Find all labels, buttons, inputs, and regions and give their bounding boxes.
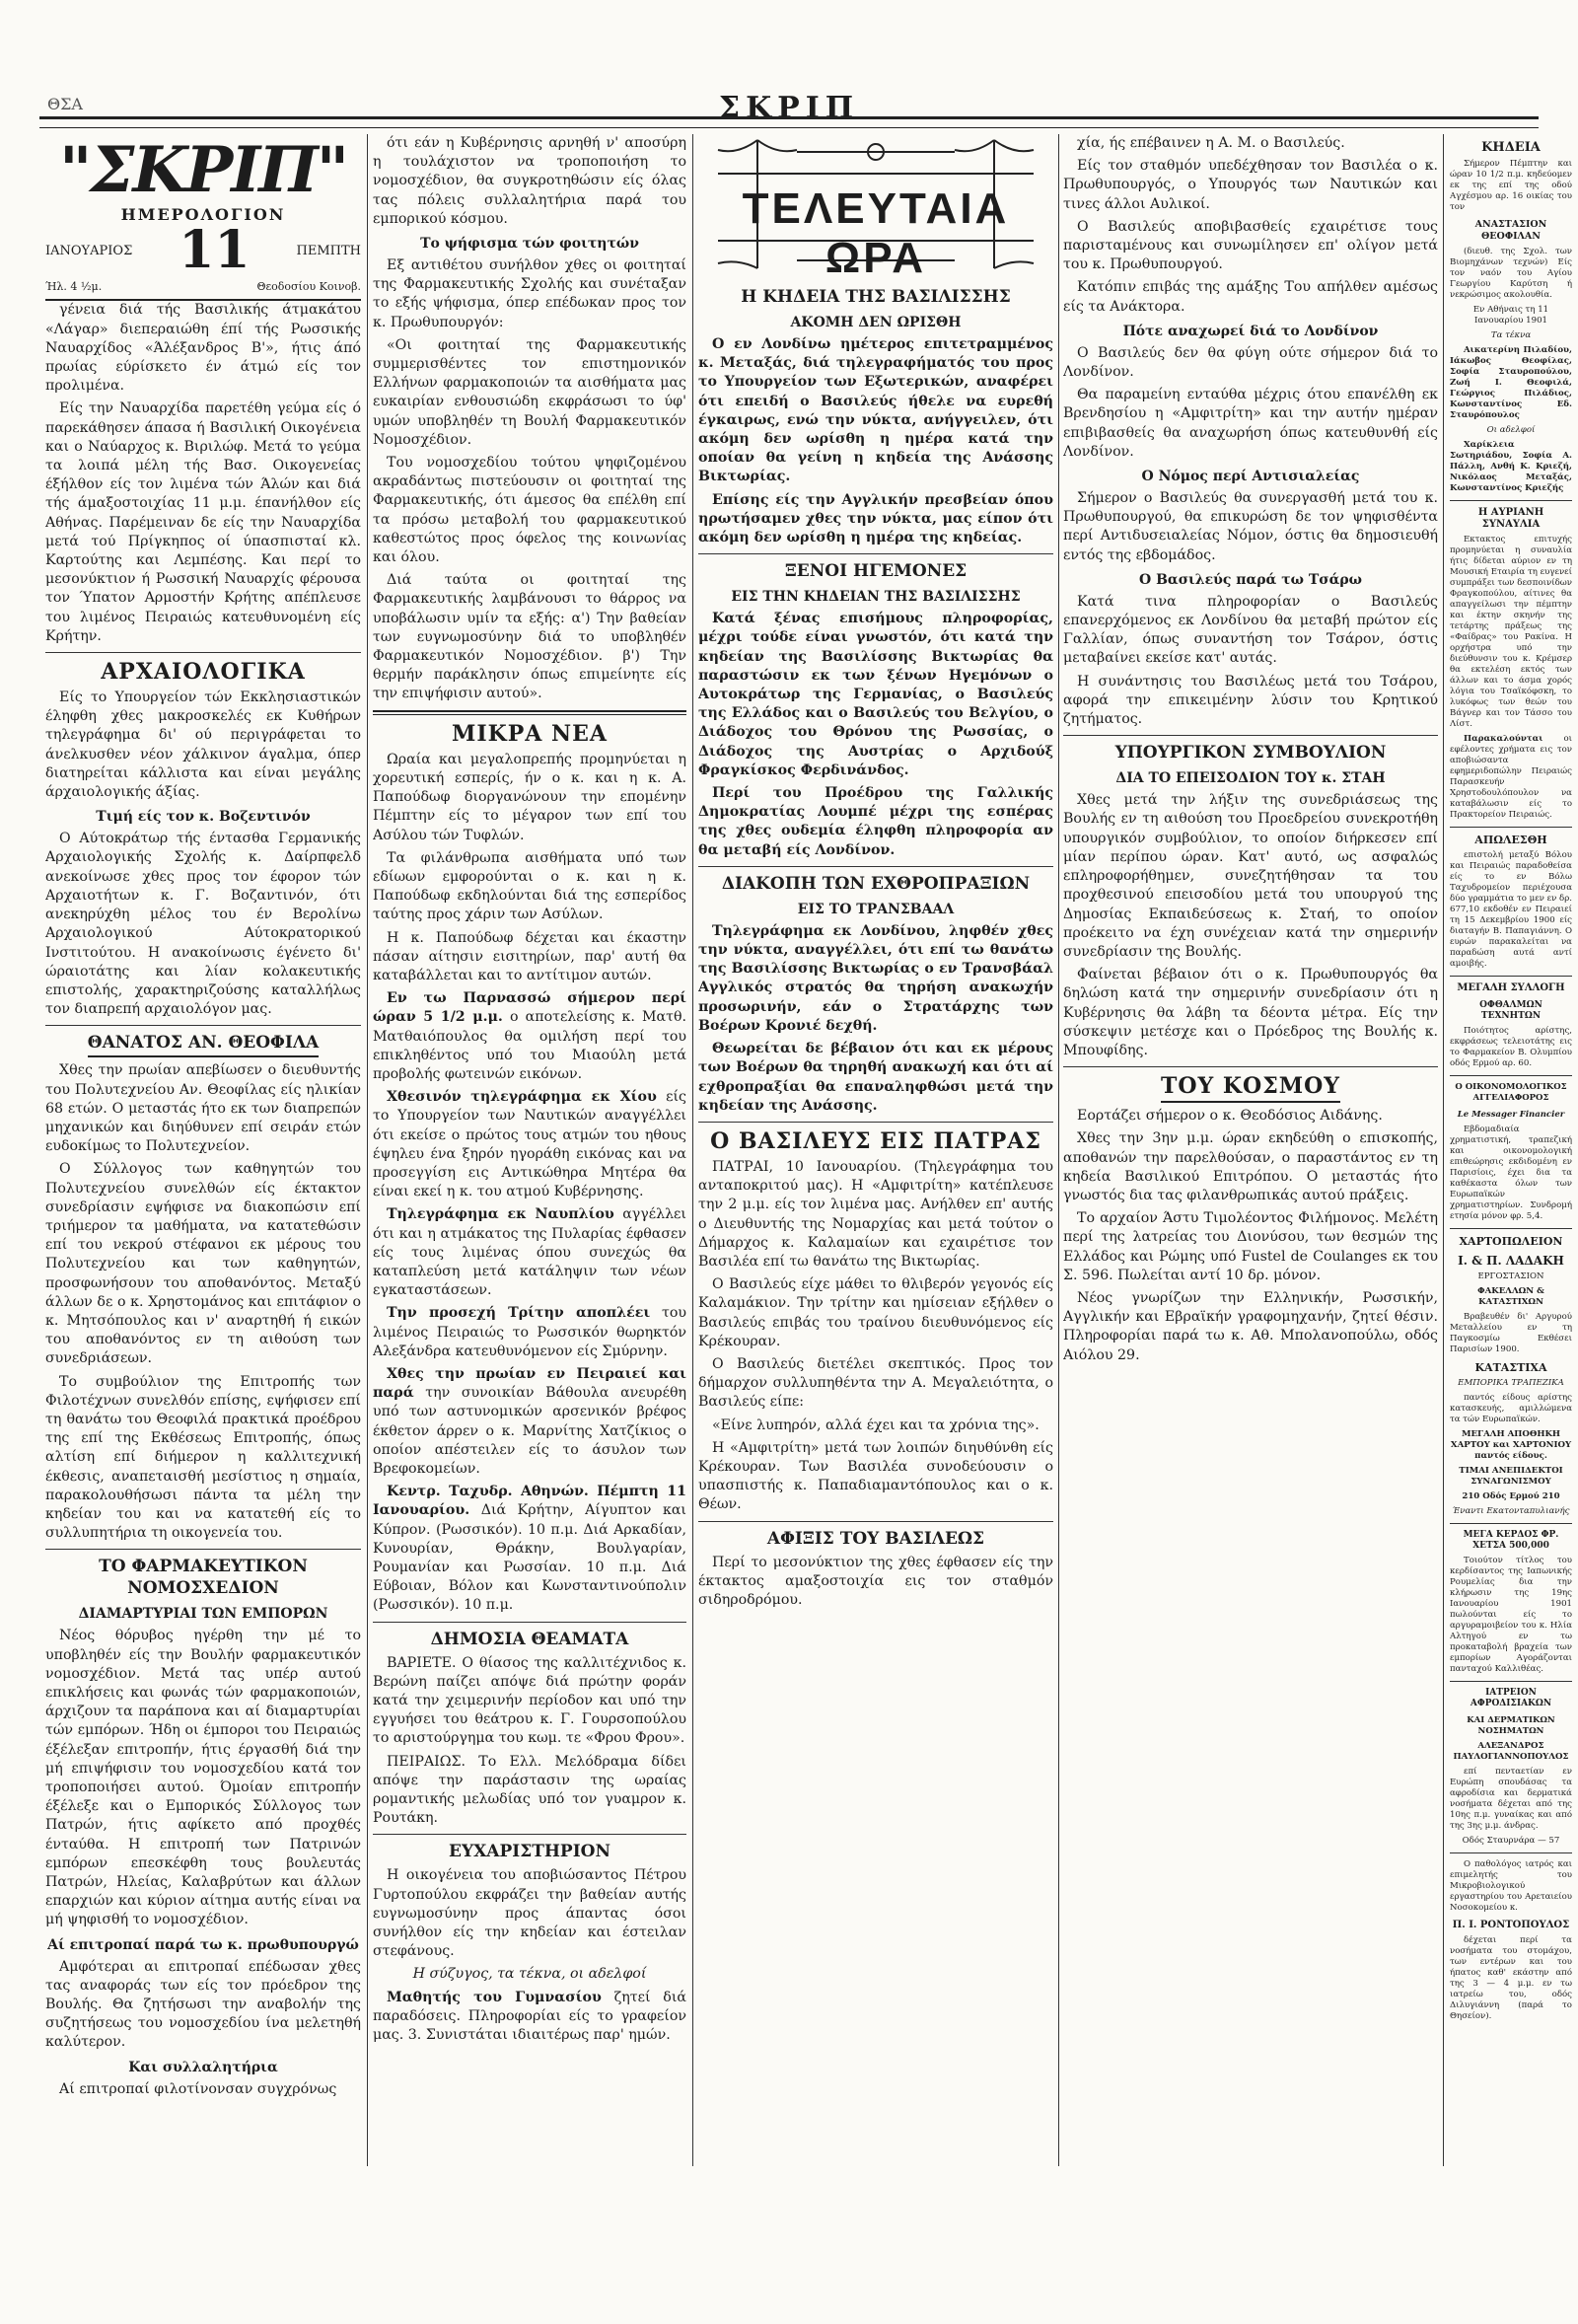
subheading-council: ΔΙΑ ΤΟ ΕΠΕΙΣΟΔΙΟΝ ΤΟΥ κ. ΣΤΑΗ (1115, 770, 1386, 787)
article-paragraph: Ο Βασιλεύς διετέλει σκεπτικός. Προς τον δήμαρχον συλλυπηθέντα την Α. Μεγαλειότητα, ο Βασιλεύς είπε: (698, 1355, 1053, 1411)
ad-text: ΦΑΚΕΛΛΩΝ & ΚΑΤΑΣΤΙΧΩΝ (1477, 1286, 1544, 1307)
calendar-month: ΙΑΝΟΥΑΡΙΟΣ (45, 243, 133, 258)
article-paragraph: Χθες την πρωίαν απεβίωσεν ο διευθυντής του Πολυτεχνείου Αν. Θεοφίλας είς ηλικίαν 68 ετών. Ο μεταστάς ήτο εκ των διαπρεπών μηχανικών και διηύθυνεν επί σειράν ετών ευδοκίμως το Πολυτεχνείον. (45, 1062, 361, 1155)
ad-heading-clinic: ΙΑΤΡΕΙΟΝ ΑΦΡΟΔΙΣΙΑΚΩΝ (1470, 1688, 1552, 1708)
ad-text: Έναντι Εκατονταπυλιανής (1452, 1506, 1570, 1516)
section-heading-theatre: ΔΗΜΟΣΙΑ ΘΕΑΜΑΤΑ (430, 1629, 629, 1649)
article-paragraph: ΠΕΙΡΑΙΩΣ. Το Ελλ. Μελόδραμα δίδει απόψε την παράστασιν της ωραίας ρομαντικής μελωδίας υπό τον γυαμρον κ. Ρουτάκη. (373, 1753, 686, 1827)
section-heading-world (1063, 1073, 1438, 1103)
divider (45, 1549, 361, 1550)
death-heading-text: ΘΑΝΑΤΟΣ ΑΝ. ΘΕΟΦΙΛΑ (88, 1032, 319, 1057)
ad-heading-concert: Η ΑΥΡΙΑΝΗ ΣΥΝΑΥΛΙΑ (1477, 507, 1544, 530)
ad-brand-paper: Ι. & Π. ΛΑΔΑΚΗ (1458, 1254, 1564, 1268)
ads-column (1450, 134, 1572, 2166)
news-item-title: Τηλεγράφημα εκ Ναυπλίου (387, 1206, 614, 1223)
ad-text: επιστολή μεταξύ Βόλου και Πειραιώς παραδοθείσα είς το εν Βόλω Ταχυδρομείον περιέχουσα δύο γραμμάτια το μεν εν δρ. 677,10 εκδοθέν εν Πειραιεί τη 15 Δεκεμβρίου 1900 είς διαταγήν Β. Παπαγιάννη. Ο ευρών παρακαλείται να παραδώση αυτά αντί αμοιβής. (1450, 850, 1572, 969)
divider (698, 866, 1053, 867)
article-paragraph: Το αρχαίον Άστυ Τιμολέοντος Φιλήμονος. Μελέτη περί της λατρείας του Διονύσου, των θεσμών της Ελλάδος και Ρώμης υπό Fustel de Coulanges εκ του Σ. 596. Πωλείται αντί 10 δρ. μόνον. (1063, 1210, 1438, 1283)
news-item (373, 1483, 686, 1615)
section-heading-council: ΥΠΟΥΡΓΙΚΟΝ ΣΥΜΒΟΥΛΙΟΝ (1114, 743, 1387, 763)
ad-text: Σήμερον Πέμπτην και ώραν 10 1/2 π.μ. κηδεύομεν εκ της επί της οδού Αγχέσμου αρ. 16 οικίας του τον (1450, 159, 1572, 212)
article-paragraph: Αμφότεραι αι επιτροπαί επέδωσαν χθες τας αναφοράς των είς τον πρόεδρον της Βουλής. Θα ζητήσωσι την αναβολήν της συζητήσεως του νομοσχεδίου ίνα μελετηθή καλύτερον. (45, 1958, 361, 2051)
section-heading-funeral: Η ΚΗΔΕΙΑ ΤΗΣ ΒΑΣΙΛΙΣΣΗΣ (741, 287, 1011, 307)
column-rule (1058, 134, 1059, 2166)
ad-item-text: οι εφέλοντες χρήματα εις τον αποβιώσαντα εφημεριδοπώλην Πειραιώς Παρασκευήν Χρηστοδουλόπουλον να καταβάλωσιν είς το Πρακτορείον Πειραιώς. (1450, 734, 1572, 820)
article-paragraph: Ωραία και μεγαλοπρεπής προμηνύεται η χορευτική εσπερίς, ήν ο κ. και η κ. Α. Παπούδωφ διοργανώνουν την επομένην Πέμπτην είς το μέγαρον των επί του Ασύλου τών Τυφλών. (373, 751, 686, 843)
ad-text: Ποιότητος αρίστης, εκφράσεως τελειοτάτης εις το Φαρμακείον Β. Ολυμπίου οδός Ερμού αρ. 60. (1450, 1026, 1572, 1068)
calendar-subline (45, 277, 361, 301)
last-hour-banner (698, 134, 1053, 282)
column-4 (1063, 134, 1438, 2166)
subheading-depart: Πότε αναχωρεί διά το Λονδίνον (1122, 323, 1379, 339)
section-heading-death (45, 1032, 361, 1057)
column-3 (698, 134, 1053, 2166)
newspaper-logo: "ΣΚΡΙΠ" (58, 134, 348, 207)
ad-heading-agency: Ο ΟΙΚΟΝΟΜΟΛΟΓΙΚΟΣ ΑΓΓΕΛΙΑΦΟΡΟΣ (1455, 1082, 1567, 1103)
article-paragraph: Κατά τινα πληροφορίαν ο Βασιλεύς επανερχόμενος εκ Λονδίνου θα μεταβή πρώτον είς Γαλλίαν, όπως συναντήση τον Τσάρον, όστις μεταβαίνει εκείσε κατ' αυτάς. (1063, 593, 1438, 667)
ad-text: Ο παθολόγος ιατρός και επιμελητής του Μικροβιολογικού εργαστηρίου του Αρεταιείου Νοσοκομείου κ. (1450, 1859, 1572, 1913)
news-item-text: αγγέλλει ότι και η ατμάκατος της Πυλαρίας έφθασεν είς τους λιμένας όπου συνεχώς θα καταπλεύση μετά κατάληψιν των νέων εγκαταστάσεων. (373, 1206, 686, 1299)
running-title: ΣΚΡΙΠ (718, 91, 860, 125)
divider (698, 1122, 1053, 1123)
ad-text: 210 Οδός Ερμού 210 (1462, 1491, 1560, 1501)
article-paragraph: Η οικογένεια του αποβιώσαντος Πέτρου Γυρτοπούλου εκφράζει την βαθείαν αυτής ευγνωμοσύνην προς άπαντας όσοι συνήλθον είς την κηδείαν και έστειλαν στεφάνους. (373, 1867, 686, 1960)
calendar-day: 11 (179, 220, 251, 281)
subheading-vote: Το ψήφισμα τών φοιτητών (420, 236, 639, 253)
ad-item (1450, 734, 1572, 821)
ad-heading-lost: ΑΠΩΛΕΣΘΗ (1474, 834, 1547, 846)
article-paragraph: Η κ. Παπούδωφ δέχεται και έκαστην πάσαν αίτησιν εισιτηρίων, παρ' αυτή θα καταβάλλεται και το αντίτιμον αυτών. (373, 929, 686, 983)
section-heading-news: ΜΙΚΡΑ ΝΕΑ (452, 720, 608, 747)
news-item (373, 1088, 686, 1201)
header-rule (39, 116, 1539, 128)
divider (1450, 976, 1572, 977)
section-heading-arrival: ΑΦΙΞΙΣ ΤΟΥ ΒΑΣΙΛΕΩΣ (766, 1528, 985, 1549)
ad-doctor-name: Π. Ι. ΡΟΝΤΟΠΟΥΛΟΣ (1452, 1920, 1570, 1930)
section-heading-archaeology: ΑΡΧΑΙΟΛΟΓΙΚΑ (101, 659, 306, 686)
news-item (373, 989, 686, 1084)
ad-text: ΜΕΓΑΛΗ ΑΠΟΘΗΚΗ ΧΑΡΤΟΥ και ΧΑΡΤΟΝΙΟΥ παντός είδους. (1450, 1429, 1572, 1461)
ad-text: Οδός Σταυρνάρα — 57 (1462, 1836, 1560, 1846)
ad-text: Χαρίκλεια Σωτηριάδου, Σοφία Α. Πάλλη, Ανθή Κ. Κριεζή, Νικόλαος Μεταξάς, Κωνσταντίνος Κριεζής (1450, 440, 1572, 493)
subheading-meeting: Και συλλαλητήρια (128, 2059, 278, 2075)
subheading-funeral: ΑΚΟΜΗ ΔΕΝ ΩΡΙΣΘΗ (790, 315, 962, 330)
divider (1063, 1066, 1438, 1067)
ad-heading-ledgers: ΚΑΤΑΣΤΙΧΑ (1474, 1361, 1547, 1374)
article-paragraph: γένεια διά τής Βασιλικής άτμακάτου «Λάγαρ» διεπεραιώθη έπί τής Ρωσσικής Ναυαρχίδος «Άλέξανδρος Β'», ήτις άπό πρωίας εύρίσκετο έν άτμώ είς τον προλιμένα. (45, 302, 361, 395)
divider (1450, 500, 1572, 501)
divider (373, 1622, 686, 1623)
article-paragraph: Τηλεγράφημα εκ Λονδίνου, ληφθέν χθες την νύκτα, αναγγέλλει, ότι επί τω θανάτω της Βασιλίσσης Βικτωρίας ο εν Τρανσβάαλ Αγγλικός στρατός θα τηρήση ανακωχήν προσωρινήν, εάν ο Στρατάρχης των Βοέρων Κρονιέ δεχθή. (698, 922, 1053, 1034)
ad-text: ΤΙΜΑΙ ΑΝΕΠΙΔΕΚΤΟΙ ΣΥΝΑΓΩΝΙΣΜΟΥ (1459, 1466, 1563, 1487)
ad-heading-exhibition: ΜΕΓΑΛΗ ΣΥΛΛΟΓΗ (1457, 982, 1565, 993)
calendar-row (45, 220, 361, 281)
article-paragraph: «Οι φοιτηταί της Φαρμακευτικής συμμερισθέντες τον επιστημονικόν Ελλήνων φαρμακοποιών τα αισθήματα μας ευκαιρίαν ενθουσιώδη εκφράσωσι το ύφ' υμών υποβληθέν τη Βουλή Φαρμακευτικόν Νομοσχέδιον. (373, 336, 686, 448)
calendar-title: ΗΜΕΡΟΛΟΓΙΟΝ (120, 205, 286, 224)
news-item-title: Την προσεχή Τρίτην απoπλέει (387, 1305, 651, 1322)
ad-text: Εν Αθήναις τη 11 Ιανουαρίου 1901 (1472, 305, 1549, 326)
calendar-weekday: ΠΕΜΠΤΗ (296, 243, 361, 258)
news-item (373, 1989, 686, 2046)
ad-text: Τοιούτον τίτλος του κερδίσαντος της Ιαπωνικής Ρουμελίας δια την κλήρωσιν της 19ης Ιανουαρίου 1901 πωλούνται είς το αργυραμοιβείον του κ. Ηλία Αλτηγού εν τω προκαταβολή βραχεία των εμπορίων Αγοράζονται πανταχού Καλλιθέας. (1450, 1556, 1572, 1674)
section-heading-princes: ΞΕΝΟΙ ΗΓΕΜΟΝΕΣ (784, 561, 968, 582)
ad-text: παντός είδους αρίστης κατασκευής, αμιλλώμενα τα τών Ευρωπαϊκών. (1450, 1393, 1572, 1424)
divider (698, 553, 1053, 554)
article-paragraph: Αί επιτροπαί φιλοτίνονσαν συγχρόνως (59, 2080, 337, 2097)
column-2 (373, 134, 686, 2166)
article-paragraph: Η «Αμφιτρίτη» μετά των λοιπών διηυθύνθη είς Κρέκουραν. Των Βασιλέα συνοδεύουσιν ο υπασπιστής κ. Παπαδιαμαντόπουλος και ο κ. Θέων. (698, 1439, 1053, 1513)
divider (1063, 735, 1438, 736)
article-paragraph: Είς τον σταθμόν υπεδέχθησαν τον Βασιλέα ο κ. Πρωθυπουργός, ο Υπουργός των Ναυτικών και τινες άλλοι Αυλικοί. (1063, 158, 1438, 212)
ad-text: Εβδομαδιαία χρηματιστική, τραπεζική και οικονομολογική επιθεώρησις εκδιδομένη εν Παρισίοις, έχει δια τα καθέκαστα όλων των Ευρωπαϊκών χρηματιστηρίων. Συνδρομή ετησία μόνον φρ. 5,4. (1450, 1125, 1572, 1221)
subheading-law: Ο Νόμος περί Αντισιαλείας (1141, 469, 1360, 485)
article-paragraph: Η συνάντησις του Βασιλέως μετά του Τσάρου, αφορά την επικειμένην λύσιν του Κρητικού ζητήματος. (1063, 673, 1438, 728)
section-heading-cable: ΔΙΑΚΟΠΗ ΤΩΝ ΕΧΘΡΟΠΡΑΞΙΩΝ (721, 873, 1031, 894)
ad-subheading-agency: Le Messager Financier (1457, 1110, 1565, 1120)
article-paragraph: Ο Βασιλεύς δεν θα φύγη ούτε σήμερον διά το Λονδίνον. (1063, 344, 1438, 381)
article-paragraph: Επίσης είς την Αγγλικήν πρεσβείαν όπου ηρωτήσαμεν χθες την νύκτα, μας είπον ότι ακόμη δεν ωρίσθη η ημέρα της κηδείας. (698, 491, 1053, 546)
news-item-title: Κεντρ. Ταχυδρ. Αθηνών. Πέμπτη 11 Ιανουαρίου. (373, 1484, 686, 1519)
article-paragraph: Το συμβούλιον της Επιτροπής των Φιλοτέχνων συνελθόν επίσης, εψήφισεν επί τη θανάτω του Θεοφιλά πρακτικά προέδρου της επί της Εκθέσεως Επιτροπής, όπως αλτίση επί διήμερον η καλλιτεχνική έκθεσις, αναπεταισθή μεσίστιος η σημαία, παρακολουθήσωσι πάντα τα μέλη την κηδείαν του και να κατατεθή είς το συλλυπητήρια τη οικογενεία του. (45, 1373, 361, 1542)
corner-mark: ΘΣΑ (47, 95, 83, 113)
calendar-sunrise: Ήλ. 4 ½μ. (45, 280, 103, 294)
article-paragraph: Είς το Υπουργείον τών Εκκλησιαστικών έληφθη χθες μακροσκελές εκ Κυθήρων τηλεγράφημα δι' ού περιγράφεται το άνελκυσθεν νέον χάλκινον άγαλμα, όπερ διατηρείται κάλλιστα και είναι μεγάλης άρχαιολογικής άξίας. (45, 690, 361, 801)
column-rule (1443, 134, 1444, 2166)
divider (1450, 1523, 1572, 1524)
article-paragraph: Περί το μεσονύκτιον της χθες έφθασεν είς την έκτακτος αμαξοστοιχία εις τον σταθμόν σιδηροδρόμου. (698, 1554, 1053, 1608)
article-paragraph: Περί του Προέδρου της Γαλλικής Δημοκρατίας Λουμπέ μέχρι της εσπέρας της χθες ουδεμία έληφθη πληροφορία αν θα μεταβή είς Λονδίνον. (698, 785, 1053, 858)
ad-heading-funeral: ΚΗΔΕΙΑ (1481, 140, 1541, 155)
article-paragraph: Ο εν Λονδίνω ημέτερος επιτετραμμένος κ. Μεταξάς, διά τηλεγραφήματός του προς το Υπουργείον των Εξωτερικών, αναφέρει ότι επειδή ο Βασιλεύς ήθελε να ευρεθή έγκαιρως, ενώ την νύκτα, ανήγγειλεν, ότι ακόμη δεν ωρίσθη η ημέρα κατά την οποίαν θα γείνη η κηδεία της Ανάσσης Βικτωρίας. (698, 336, 1053, 485)
article-paragraph: Θεωρείται δε βέβαιον ότι και εκ μέρους των Βοέρων θα τηρηθή ανακωχή και ότι αί εχθροπραξίαι θα επαναληφθώσι μετά την κηδείαν της Ανάσσης. (698, 1041, 1053, 1114)
divider (373, 1834, 686, 1835)
article-paragraph: Ο Αύτοκράτωρ τής έντασθα Γερμανικής Αρχαιολογικής Σχολής κ. Δαίρπφελδ ανεκοίνωσε χθες προς τον έφορον τών Αρχαιοτήτων κ. Γ. Βοζαντινόν, ότι ανεκηρύχθη μέλος του έν Βερολίνω Αρχαιολογικού Αύτοκρατορικού Ινστιτούτου. Η ανακοίνωσις έγένετο δι' ώραιοτάτης και λίαν κολακευτικής επιστολής, χαρακτηριζούσης καταλλήλως τον διαπρεπή αρχαιολόγον μας. (45, 831, 361, 1018)
section-heading-thanks: ΕΥΧΑΡΙΣΤΗΡΙΟΝ (448, 1842, 611, 1862)
ad-text: ΕΡΓΟΣΤΑΣΙΟΝ (1477, 1271, 1544, 1281)
news-item-text: είς το Υπουργείον των Ναυτικών αναγγέλλει ότι εκείσε ο πρώτος τους ατμών του ηθους έψηλευ ένα ξηρόν ηγοράθη εικόνας και να προσεγγίση εις Αντικώθηρα Μητέρα θα είναι εκεί η κ. του ατμού Κυβέρνησης. (373, 1089, 686, 1200)
article-paragraph: Κατά ξένας επισήμους πληροφορίας, μέχρι τούδε είναι γνωστόν, ότι κατά την κηδείαν της Βασιλίσσης Βικτωρίας θα παραστώσιν εκ των ξένων Ηγεμόνων ο Αυτοκράτωρ της Γερμανίας, ο Βασιλεύς της Ελλάδος και ο Βασιλεύς του Βελγίου, ο Διάδοχος του Θρόνου της Ρωσσίας, ο Διάδοχος της Αυστρίας ο Αρχιδούξ Φραγκίσκος Φερδινάνδος. (698, 611, 1053, 778)
ad-subheading-exhibition: ΟΦΘΑΛΜΩΝ ΤΕΧΝΗΤΩΝ (1479, 1000, 1542, 1021)
ad-heading-paper: ΧΑΡΤΟΠΩΛΕΙΟΝ (1459, 1235, 1563, 1248)
article-paragraph: Φαίνεται βέβαιον ότι ο κ. Πρωθυπουργός θα δηλώση κατά την σημερινήν συνεδρίασιν ότι η Κυβέρνησις θα λάβη τα δέοντα μέτρα. Είς την σύσκεψιν μετέσχε και ο Πρόεδρος της Βουλής κ. Μπουφίδης. (1063, 967, 1438, 1058)
divider (1450, 1075, 1572, 1076)
ad-text: ΕΜΠΟΡΙΚΑ ΤΡΑΠΕΖΙΚΑ (1458, 1378, 1564, 1388)
banner-title: ΤΕΛΕΥΤΑΙΑ ΩΡΑ (742, 184, 1010, 282)
news-item-text: του λιμένος Πειραιώς το Ρωσσικόν θωρηκτόν Αλεξάνδρα κατευθυνόμενον είς Σμύρνην. (373, 1305, 686, 1359)
article-paragraph: Χθες την 3ην μ.μ. ώραν εκηδεύθη ο επισκοπής, αποθανών την παρελθούσαν, ο παραστάντος εν τη κηδεία Βασιλικού Επιτρόπου. Ο μεταστάς ήτο γνωστός δια τας φιλανθρωπικάς αυτού πράξεις. (1063, 1130, 1438, 1203)
column-rule (367, 134, 368, 2166)
ad-text: Βραβευθέν δι' Αργυρού Μεταλλείου εν τη Παγκοσμίω Εκθέσει Παρισίων 1900. (1450, 1312, 1572, 1354)
calendar-feast: Θεοδοσίου Κοινοβ. (256, 280, 361, 294)
divider (1450, 1228, 1572, 1229)
news-item-title: Εν τω Παρνασσώ σήμερον περί ώραν 5 1/2 μ.μ. (373, 990, 686, 1026)
ad-subheading-clinic: ΚΑΙ ΔΕΡΜΑΤΙΚΩΝ ΝΟΣΗΜΑΤΩΝ (1467, 1715, 1555, 1736)
ad-text: ΑΛΕΞΑΝΔΡΟΣ ΠΑΥΛΟΓΙΑΝΝΟΠΟΥΛΟΣ (1453, 1741, 1569, 1762)
article-paragraph: ΒΑΡΙΕΤΕ. Ο θίασος της καλλιτέχνιδος κ. Βερώνη παίζει απόψε διά πρώτην φοράν κατά την χειμερινήν περίοδον και υπό την εγγυήσει του θεάτρου κ. Γ. Γουρσοπούλου το αριστούργημα του κωμ. τε «Φρου Φρου». (373, 1654, 686, 1747)
ad-text: Αικατερίνη Πιλαδίου, Ιάκωβος Θεοφίλας, Σοφία Σταυροπούλου, Ζωή Ι. Θεοφιλά, Γεώργιος Πιλάδιος, Κωνσταντίνος Εδ. Σταυρόπουλος (1450, 345, 1572, 420)
news-item-text: ζητεί διά παραδόσεις. Πληροφορίαι είς το γραφείον μας. 3. Συνιστάται ιδιαιτέρως παρ' ημών. (373, 1989, 686, 2044)
article-paragraph: Νέος θόρυβος ηγέρθη την μέ το υποβληθέν είς την Βουλήν φαρμακευτικόν νομοσχέδιον. Μετά τας υπέρ αυτού επικλήσεις και φωνάς τών φαρμακοποιών, άρχιζουν τα παράπονα και αί διαμαρτυρίαι τών εμπόρων. Ήδη οι έμποροι του Πειραιώς έξέλεξαν επιτροπήν, ήτις έργασθή διά την μή επιψήφισιν του νομοσχεδίου κατά τον τροποποιήσει αυτού. Όμοίαν επιτροπήν έξέλεξε και ο Εμπορικός Σύλλογος των Πατρών, ήτις αφίκετο από προχθές ένταύθα. Η επιτροπή των Πατρινών εμπόρων επεσκέφθη τους βουλευτάς Πατρών, Ηλείας, Καλαβρύτων και άλλων επαρχιών και κύριον αίτημα αυτής είναι να μή ψηφισθή το νομοσχέδιον. (45, 1628, 361, 1928)
article-paragraph: Ο Σύλλογος των καθηγητών του Πολυτεχνείου συνελθών είς έκτακτον συνεδρίασιν εψήφισε να διακοπώσιν επί τριήμερον τα μαθήματα, να κατατεθώσιν επί του νεκρού στέφανοι εκ μέρους του Πολυτεχνείου και των καθηγητών, προσφωνήσουν του αποθανόντος. Μεταξύ άλλων δε ο κ. Χρηστομάνος και επιτάφιον ο κ. Μητσόπουλος και ν' αναρτηθή ή εικών του αποθανόντος εν τη αιθούση των συνεδριάσεων. (45, 1161, 361, 1367)
divider (373, 710, 686, 715)
column-1 (45, 134, 361, 2166)
subheading-pharma: ΔΙΑΜΑΡΤΥΡΙΑΙ ΤΩΝ ΕΜΠΟΡΩΝ (78, 1606, 328, 1623)
subheading-tsar: Ο Βασιλεύς παρά τω Τσάρω (1139, 571, 1362, 588)
article-paragraph: Νέος γνωρίζων την Ελληνικήν, Ρωσσικήν, Αγγλικήν και Εβραϊκήν γραφομηχανήν, ζητεί θέσιν. Πληροφορίαι παρά τω κ. Αθ. Μπολανοπούλω, οδός Αιόλου 29. (1063, 1289, 1438, 1363)
news-item (373, 1304, 686, 1361)
divider (45, 652, 361, 653)
ad-label: Οι αδελφοί (1486, 425, 1536, 435)
article-paragraph: Τα φιλάνθρωπα αισθήματα υπό των εδίωων εμφορούνται ο κ. και η κ. Παπούδωφ εκδηλούνται διά της εσπερίδος ταύτης προς χάριν των Ασύλων. (373, 849, 686, 923)
article-paragraph: Εορτάζει σήμερον ο κ. Θεοδόσιος Αιδάνης. (1077, 1108, 1383, 1125)
world-heading-text: ΤΟΥ ΚΟΣΜΟΥ (1161, 1073, 1340, 1103)
subheading-honor: Τιμή είς τον κ. Βοζεντινόν (96, 809, 311, 826)
ad-label: Τα τέκνα (1490, 330, 1532, 340)
divider (45, 1025, 361, 1026)
divider (1450, 827, 1572, 828)
signature-line: Η σύζυγος, τα τέκνα, οι αδελφοί (412, 1966, 647, 1983)
article-paragraph: ΠΑΤΡΑΙ, 10 Ιανουαρίου. (Τηλεγράφημα του ανταποκριτού μας). Η «Αμφιτρίτη» κατέπλευσε την 2 μ.μ. είς τον λιμένα μας. Ανήλθεν επ' αυτής ο Διευθυντής της Νομαρχίας και μετά τούτον ο Δήμαρχος κ. Καλαμαίων και εχαιρέτισε τον Βασιλέα επί τω θανάτω της Βικτωρίας. (698, 1158, 1053, 1270)
news-item-text: Διά Κρήτην, Αίγυπτον και Κύπρον. (Ρωσσικόν). 10 π.μ. Διά Αρκαδίαν, Κυνουρίαν, Θράκην, Βουλγαρίαν, Ρουμανίαν και Ρωσσίαν. 10 π.μ. Διά Εύβοιαν, Βόλον και Κωνσταντινούπολιν (Ρωσσικόν). 10 π.μ. (373, 1502, 686, 1614)
section-heading-pharma: ΤΟ ΦΑΡΜΑΚΕΥΤΙΚΟΝ ΝΟΜΟΣΧΕΔΙΟΝ (99, 1557, 308, 1599)
column-rule (692, 134, 693, 2166)
ad-item-title: Παρακαλούνται (1464, 734, 1543, 744)
divider (1450, 1852, 1572, 1853)
article-paragraph: Ο Βασιλεύς είχε μάθει το θλιβερόν γεγονός είς Καλαμάκιον. Την τρίτην και ημίσειαν εξήλθεν ο Βασιλεύς επιβάς του τραίνου διευθυνόμενος είς Κρέκουραν. (698, 1276, 1053, 1349)
divider (698, 1521, 1053, 1522)
subheading-cable: ΕΙΣ ΤΟ ΤΡΑΝΣΒΑΑΛ (797, 901, 955, 917)
news-item (373, 1365, 686, 1479)
ad-deceased: ΑΝΑΣΤΑΣΙΟΝ ΘΕΟΦΙΛΑΝ (1474, 219, 1547, 242)
news-item-text: την συνοικίαν Βάθουλα ανευρέθη υπό των αστυνομικών αρσενικόν βρέφος έκθετον άρρεν ο κ. Μαρνίτης Χατζίκιος ο οποίον απέστειλεν είς το άσυλον των Βρεφοκομείων. (373, 1385, 686, 1477)
article-paragraph: Του νομοσχεδίου τούτου ψηφιζομένου ακραδάντως πιστεύουσιν οι φοιτηταί της Φαρμακευτικής, ότι άμεσος θα επέλθη επί τα πρόσω μεταβολή του φαρμακευτικού καθεστώτος προς όφελος της κοινωνίας και όλου. (373, 455, 686, 566)
news-item-text: ο αποτελείσης κ. Ματθ. Ματθαιόπουλος θα ομιλήση περί του επικληθέντος υπό του Μιαούλη μετά προβολής φωτεινών εικόνων. (373, 1009, 686, 1082)
article-paragraph: Σήμερον ο Βασιλεύς θα συνεργασθή μετά του κ. Πρωθυπουργού, θα επικυρώση δε τον ψηφισθέντα περί Αντιδυσειαλείας Νόμον, όστις θα δημοσιευθή εντός της εβδομάδος. (1063, 490, 1438, 563)
article-paragraph: Κατόπιν επιβάς της αμάξης Του απήλθεν αμέσως είς τα Ανάκτορα. (1063, 279, 1438, 315)
news-item-title: Χθεσινόν τηλεγράφημα εκ Χίου (387, 1089, 657, 1106)
ad-text: δέχεται περί τα νοσήματα του στομάχου, των εντέρων και του ήπατος καθ' εκάστην από της 3 — 4 μ.μ. εν τω ιατρείω του, οδός Διλυγιάννη (παρά το Θησείον). (1450, 1935, 1572, 2021)
news-item-title: Μαθητής του Γυμνασίου (387, 1989, 602, 2005)
article-paragraph: Διά ταύτα οι φοιτηταί της Φαρμακευτικής λαμβάνουσι το θάρρος να υποβάλωσιν υμίν τα εξής: α') Την βαθείαν των ευγνωμοσύνην διά το υποβληθέν Φαρμακευτικόν Νομοσχέδιον. β') Την θερμήν παράκλησιν όπως επιμείνητε είς την επιψήφισιν αυτού». (373, 572, 686, 702)
divider (1450, 1681, 1572, 1682)
article-paragraph: Είς την Ναυαρχίδα παρετέθη γεύμα είς ό παρεκάθησεν άπασα ή Βασιλική Οικογένεια και ο Ναύαρχος κ. Βιριλώφ. Μετά το γεύμα τα λοιπά μέλη τής Βασ. Οικογενείας έξήλθον είς τον λιμένα τών Άλών και διά τής άμαξοστοιχίας 11 μ.μ. έπανήλθον είς Αθήνας. Παρέμειναν δε είς την Ναυαρχίδα μετά τού Πρίγκηπος οί ύπασπισταί κλ. Καρτούτης και Λεμπέσης. Και περί το μεσονύκτιον ή Ρωσσική Ναυαρχίς φέρουσα τον Ύπατον Αρμοστήν Κρήτης απέπλευσε του λιμένος Πειραιώς κατευθυνομένη είς Κρήτην. (45, 400, 361, 644)
article-paragraph: «Είνε λυπηρόν, αλλά έχει και τα χρόνια της». (712, 1416, 1040, 1433)
subheading-princes: ΕΙΣ ΤΗΝ ΚΗΔΕΙΑΝ ΤΗΣ ΒΑΣΙΛΙΣΣΗΣ (731, 589, 1021, 606)
ad-text: Εκτακτος επιτυχής προμηνύεται η συναυλία ήτις δίδεται αύριον εν τη Μουσική Εταιρία τη ευγενεί συμπράξει των δεσποινίδων Φραγκοπούλου, αίτινες θα απαγγείλωσι την πέμπτην και έκτην σκηνήν της τετάρτης πράξεως της «Φαίδρας» του Ρακίνα. Η ορχήστρα υπό την διεύθυνσιν του κ. Κρέμσερ θα εκτελέση εκτός των άλλων και το άσμα χορός λόγια του Τσαϊκόφσκη, το λυκόφως των θεών του Βάγνερ και τον Τάσσο του Λίστ. (1450, 535, 1572, 729)
news-item-title: Χθες την πρωίαν εν Πειραιεί και παρά (373, 1365, 686, 1402)
article-paragraph: Θα παραμείνη ενταύθα μέχρις ότου επανέλθη εκ Βρενδησίου η «Αμφιτρίτη» και την αυτήν ημέραν επιβιβασθείς θα αναχωρήση όπως κατευθυνθή είς Λονδίνον. (1063, 387, 1438, 460)
ad-heading-lottery: ΜΕΓΑ ΚΕΡΔΟΣ ΦΡ. ΧΕΤΣΑ 500,000 (1463, 1530, 1559, 1551)
ad-text: (διευθ. της Σχολ. των Βιομηχάνων τεχνών) Είς τον ναόν του Αγίου Γεωργίου Καρύτση ή νεκρώσιμος ακολουθία. (1450, 247, 1572, 300)
section-heading-patras: Ο ΒΑΣΙΛΕΥΣ ΕΙΣ ΠΑΤΡΑΣ (710, 1127, 1041, 1154)
article-paragraph: Χθες μετά την λήξιν της συνεδριάσεως της Βουλής εν τη αιθούση του Προεδρείου συνεκροτήθη υπουργικόν συμβούλιον, το οποίον διήρκεσεν επί μίαν περίπου ώραν. Κατ' αυτό, ως ασφαλώς επληροφορήθημεν, συνεζητήθησαν τα του προχθεσινού επεισοδίου μετά του υπουργού της Δημοσίας Εκπαιδεύσεως κ. Σταή, το οποίον προέκειτο να έχη συνέχειαν κατά την σημερινήν συνεδρίασιν της Βουλής. (1063, 792, 1438, 960)
ad-text: επί πενταετίαν εν Ευρώπη σπουδάσας τα αφροδίσια και δερματικά νοσήματα δέχεται από της 10ης π.μ. γυναίκας και από της 3ης μ.μ. άνδρας. (1450, 1767, 1572, 1831)
article-paragraph: Εξ αντιθέτου συνήλθον χθες οι φοιτηταί της Φαρμακευτικής Σχολής και συνέταξαν το εξής ψήφισμα, όπερ επέδωκαν προς τον κ. Πρωθυπουργόν: (373, 257, 686, 330)
article-paragraph: ότι εάν η Κυβέρνησις αρνηθή ν' αποσύρη η τουλάχιστον να τροποποιήση το νομοσχέδιον, θα συγκροτηθώσιν είς όλας τας πόλεις συλλαλητήρια παρά του εμπορικού κόσμου. (373, 135, 686, 227)
subheading-committees: Αί επιτροπαί παρά τω κ. πρωθυπουργώ (47, 1936, 359, 1953)
article-paragraph: Ο Βασιλεύς αποβιβασθείς εχαιρέτισε τους παρισταμένους και συνωμίλησεν επ' ολίγον μετά του κ. Πρωθυπουργού. (1063, 218, 1438, 273)
article-paragraph: χία, ής επέβαινεν η Α. Μ. ο Βασιλεύς. (1077, 135, 1345, 151)
news-item (373, 1205, 686, 1300)
